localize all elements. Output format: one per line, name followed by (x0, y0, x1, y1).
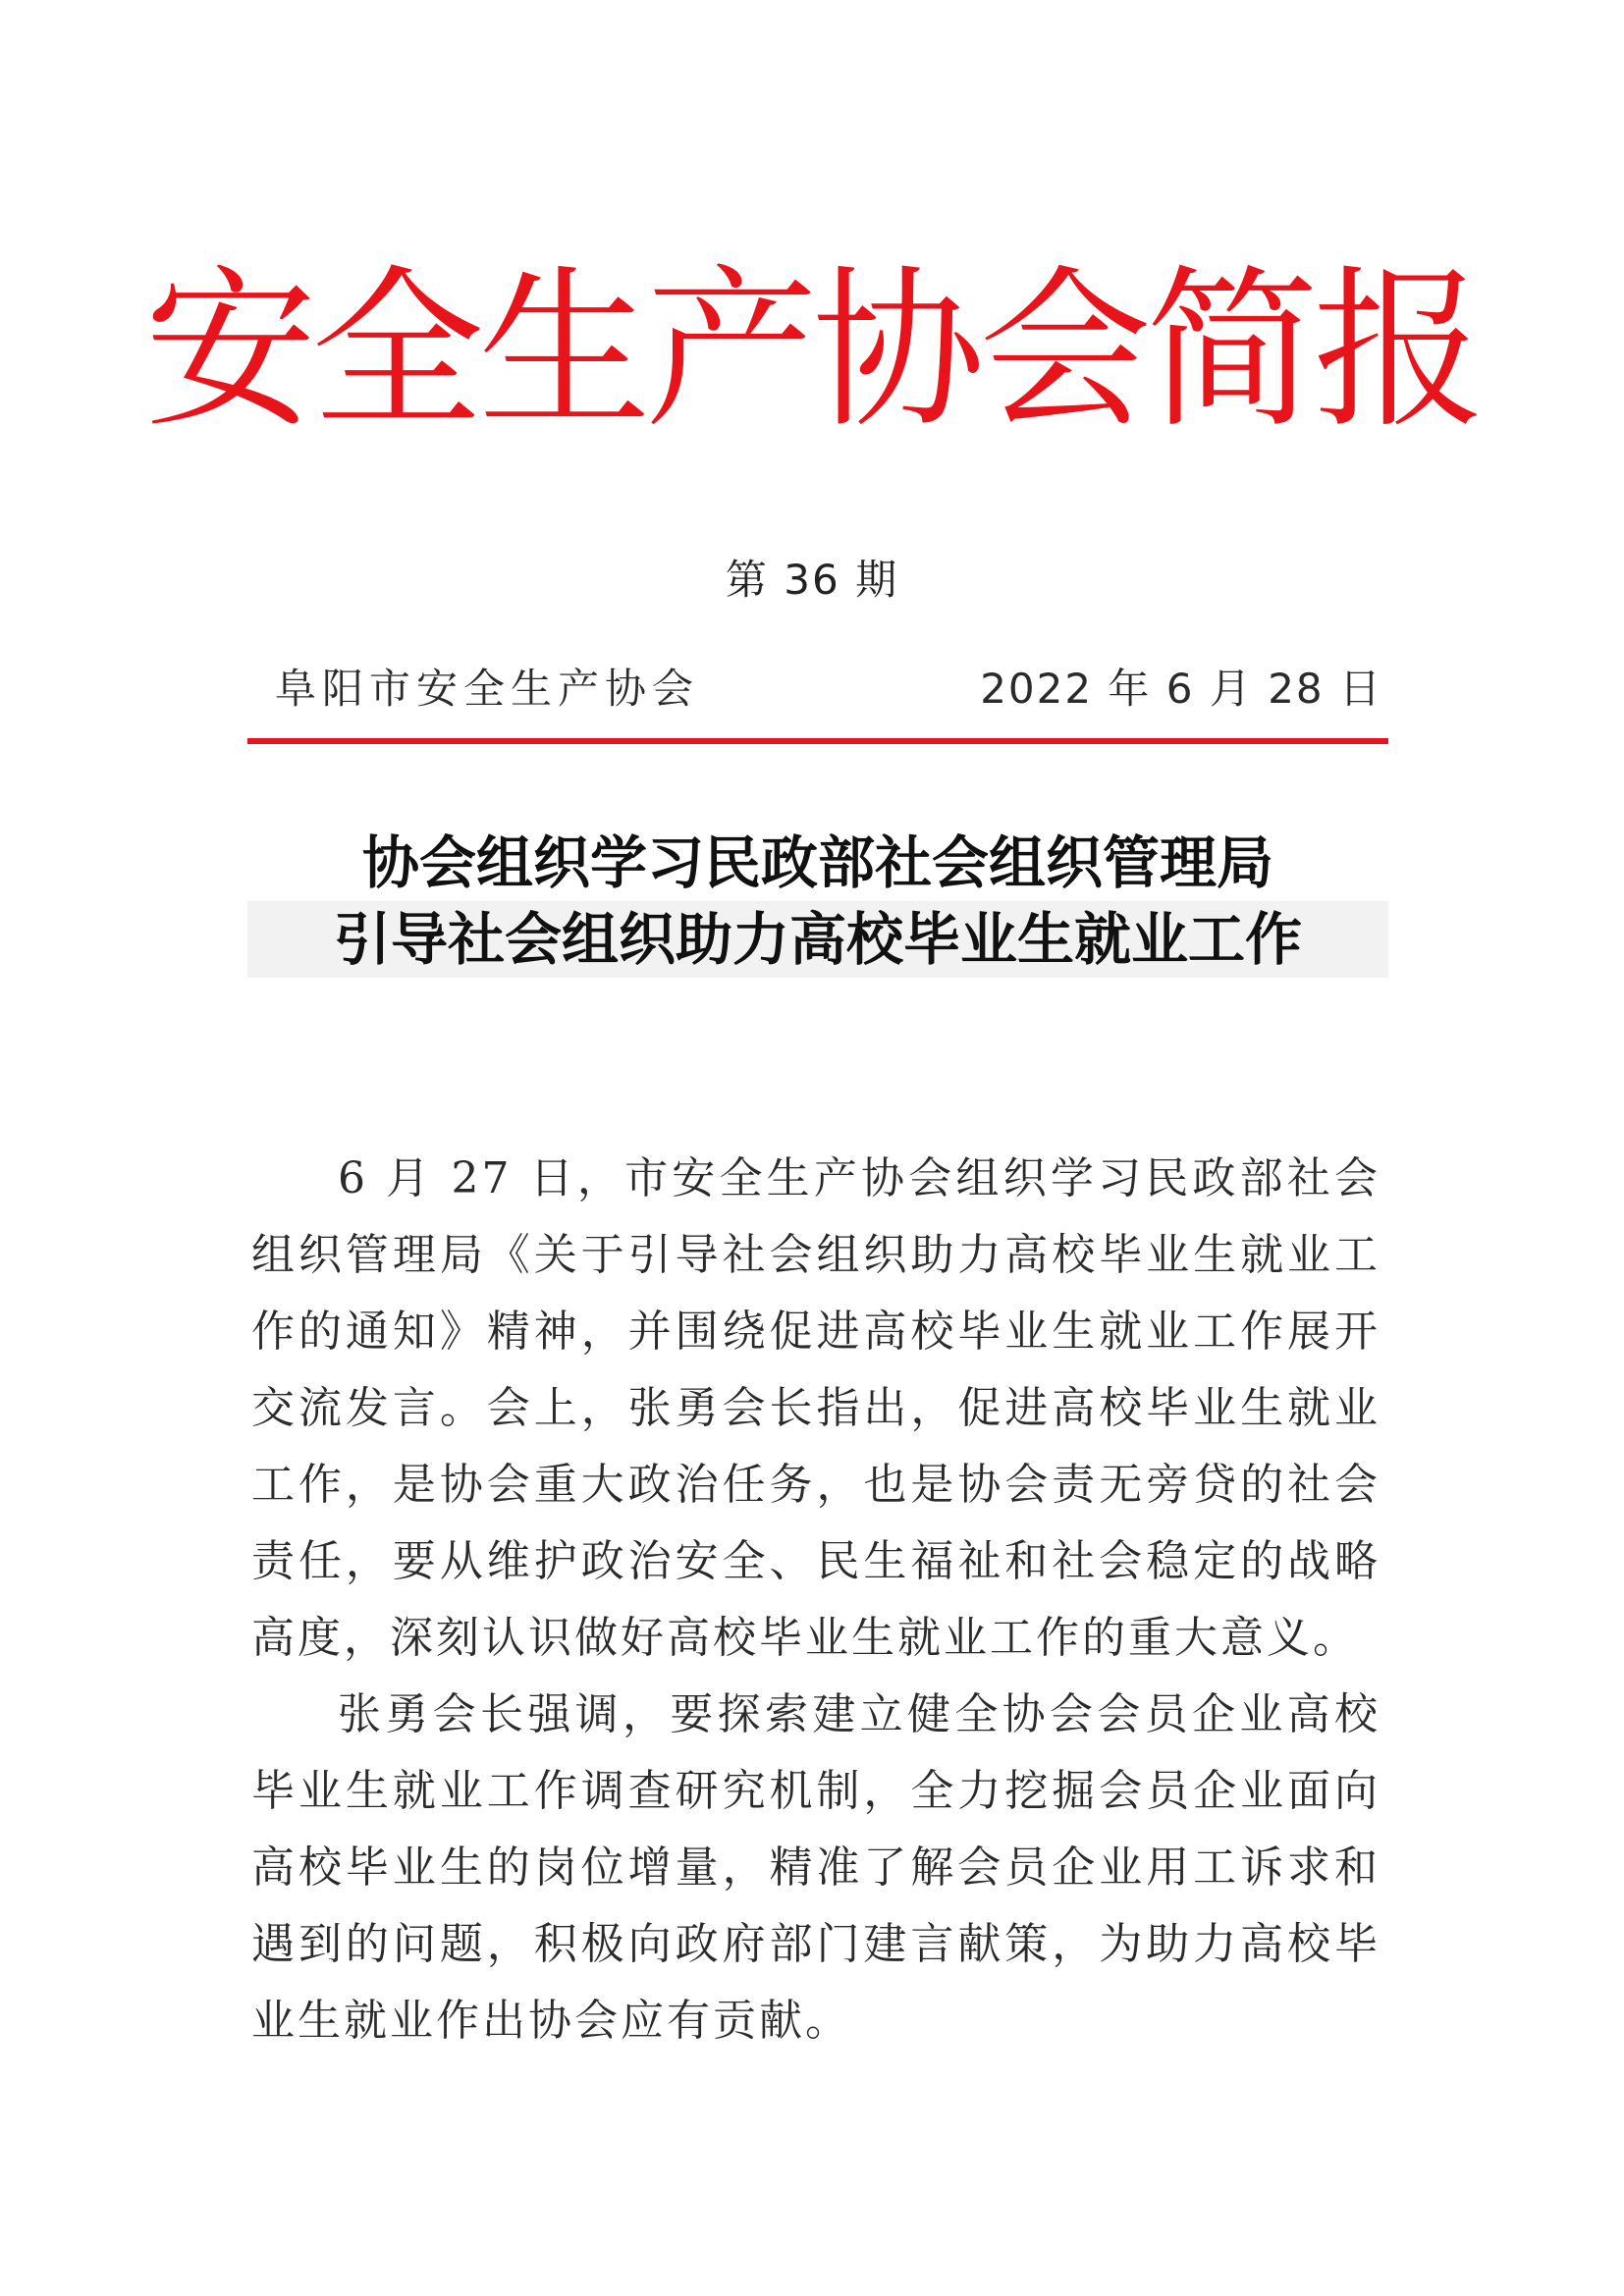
newsletter-masthead-title: 安全生产协会简报 (143, 250, 1480, 452)
article-headline (247, 825, 1388, 978)
publisher-organization: 阜阳市安全生产协会 (275, 665, 700, 713)
headline-line-1: 协会组织学习民政部社会组织管理局 (361, 829, 1273, 896)
article-body (251, 1141, 1380, 2059)
publication-date: 2022 年 6 月 28 日 (980, 665, 1382, 713)
headline-line-2: 引导社会组织助力高校毕业生就业工作 (247, 901, 1388, 978)
body-paragraph: 6 月 27 日，市安全生产协会组织学习民政部社会组织管理局《关于引导社会组织助力高校毕业生就业工作的通知》精神，并围绕促进高校毕业生就业工作展开交流发言。会上，张勇会长指出，促进高校毕业生就业工作，是协会重大政治任务，也是协会责无旁贷的社会责任，要从维护政治安全、民生福祉和社会稳定的战略高度，深刻认识做好高校毕业生就业工作的重大意义。 (251, 1153, 1380, 1663)
publication-meta-row (275, 662, 1382, 721)
red-divider-line (247, 738, 1388, 744)
issue-number: 第 36 期 (725, 556, 899, 604)
body-paragraph: 张勇会长强调，要探索建立健全协会会员企业高校毕业生就业工作调查研究机制，全力挖掘会员企业面向高校毕业生的岗位增量，精准了解会员企业用工诉求和遇到的问题，积极向政府部门建言献策，为助力高校毕业生就业作出协会应有贡献。 (251, 1689, 1380, 2046)
